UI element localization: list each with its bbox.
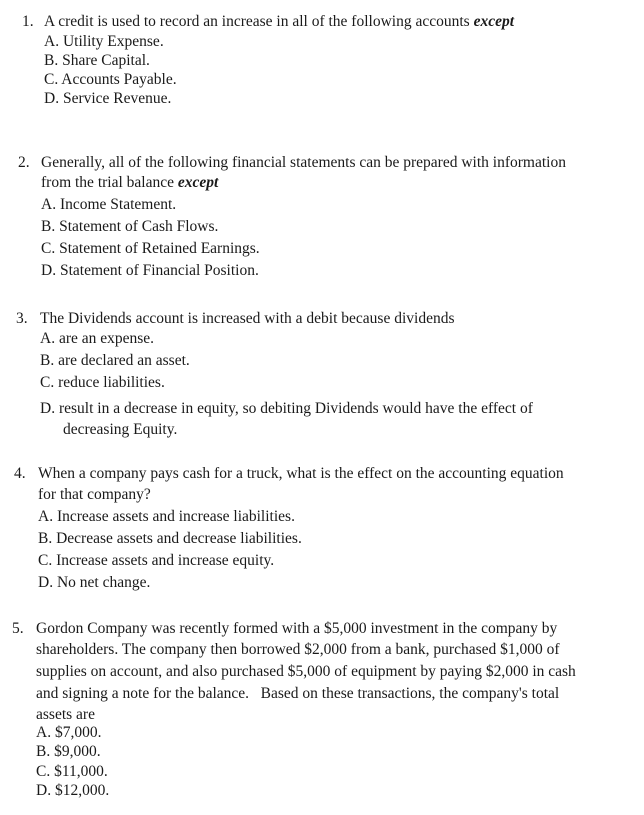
question-number: 4. xyxy=(14,465,26,482)
question-stem-line-2: for that company? xyxy=(38,486,151,503)
option-d: D. result in a decrease in equity, so debiting Dividends would have the effect of xyxy=(40,400,533,417)
question-stem-line-2: shareholders. The company then borrowed $2,000 from a bank, purchased $1,000 of xyxy=(36,641,560,658)
question-stem: A credit is used to record an increase in all of the following accounts except xyxy=(44,13,515,30)
option-b: B. Decrease assets and decrease liabilities. xyxy=(38,530,302,547)
question-number: 2. xyxy=(18,154,30,171)
question-stem-line-1: Gordon Company was recently formed with a $5,000 investment in the company by xyxy=(36,620,558,637)
question-number: 3. xyxy=(16,310,28,327)
option-d: D. Statement of Financial Position. xyxy=(41,262,259,279)
option-c: C. reduce liabilities. xyxy=(40,374,165,391)
option-b: B. Statement of Cash Flows. xyxy=(41,218,219,235)
question-stem-line-5: assets are xyxy=(36,706,95,723)
option-b: B. Share Capital. xyxy=(44,52,150,69)
question-stem: The Dividends account is increased with a debit because dividends xyxy=(40,310,455,327)
question-stem-line-4: and signing a note for the balance. Based on these transactions, the company's total xyxy=(36,685,560,702)
option-d-continued: decreasing Equity. xyxy=(63,421,178,438)
option-b: B. $9,000. xyxy=(36,743,101,760)
option-d: D. Service Revenue. xyxy=(44,90,172,107)
option-c: C. Accounts Payable. xyxy=(44,71,177,88)
option-c: C. Increase assets and increase equity. xyxy=(38,552,275,569)
option-a: A. Increase assets and increase liabilities. xyxy=(38,508,295,525)
question-stem-line-3: supplies on account, and also purchased $5,000 of equipment by paying $2,000 in cash xyxy=(36,663,576,680)
option-c: C. Statement of Retained Earnings. xyxy=(41,240,260,257)
option-d: D. No net change. xyxy=(38,574,151,591)
option-a: A. Income Statement. xyxy=(41,196,177,213)
question-stem-line-1: Generally, all of the following financial statements can be prepared with information xyxy=(41,154,566,171)
question-stem-line-2: from the trial balance except xyxy=(41,174,219,191)
question-number: 5. xyxy=(12,620,24,637)
option-c: C. $11,000. xyxy=(36,763,108,780)
emphasis-except: except xyxy=(473,13,515,30)
option-b: B. are declared an asset. xyxy=(40,352,190,369)
option-d: D. $12,000. xyxy=(36,782,110,799)
option-a: A. are an expense. xyxy=(40,330,155,347)
option-a: A. Utility Expense. xyxy=(44,33,164,50)
option-a: A. $7,000. xyxy=(36,724,102,741)
question-stem-line-1: When a company pays cash for a truck, what is the effect on the accounting equation xyxy=(38,465,564,482)
question-number: 1. xyxy=(22,13,34,30)
emphasis-except: except xyxy=(177,174,219,191)
